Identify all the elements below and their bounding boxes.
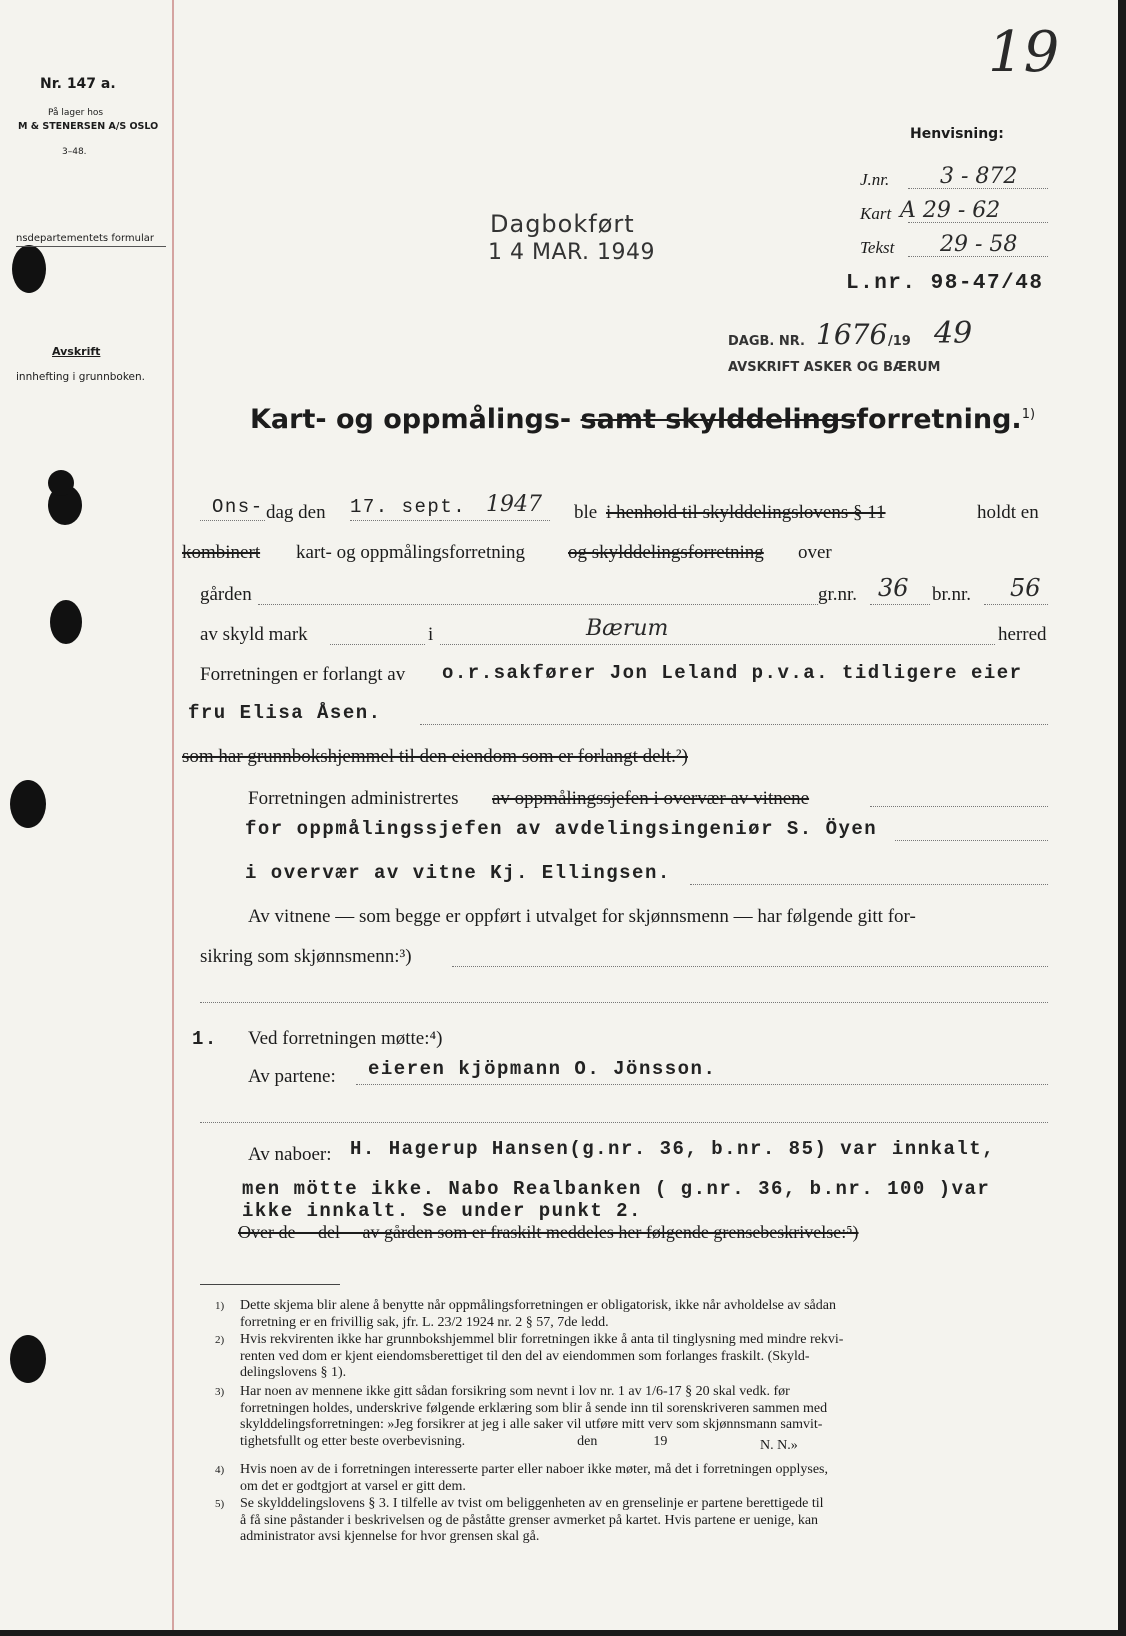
binder-hole: [12, 245, 46, 293]
footnote-line: om det er godtgjort at varsel er gitt dem.: [240, 1478, 466, 1494]
struck-over: Over de del av gården som er fraskilt meddeles her følgende grensebeskrivelse:⁵): [238, 1222, 859, 1242]
naboer-line-1: H. Hagerup Hansen(g.nr. 36, b.nr. 85) var innkalt,: [350, 1138, 996, 1160]
footnote-number: 3): [215, 1386, 225, 1398]
footnote: [240, 1438, 1050, 1455]
footnote: [215, 1462, 1050, 1495]
stamp-dagbokfort: Dagbokført: [490, 210, 635, 238]
footnote-line: tighetsfullt og etter beste overbevisning. den 19: [240, 1433, 668, 1449]
dagb-label: DAGB. NR.: [728, 334, 805, 349]
footnote-line: forretningen holdes, underskrive følgende erklæring som blir å sende inn til sorenskriveren sammen med: [240, 1400, 828, 1416]
binder-hole: [10, 1335, 46, 1383]
dagb-year-prefix: /19: [888, 334, 911, 349]
requester-line1: o.r.sakfører Jon Leland p.v.a. tidligere eier: [442, 662, 1023, 684]
kart-value: A 29 - 62: [900, 198, 1001, 223]
year-typed: 1947: [486, 492, 542, 517]
footnote-rule: [200, 1284, 340, 1285]
copy-label: Avskrift: [52, 345, 101, 358]
dag-den: dag den: [266, 502, 326, 523]
gnr-value: 36: [878, 574, 909, 602]
struck-admin: av oppmålingssjefen i overvær av vitnene: [492, 788, 810, 809]
fill-line: [420, 724, 1048, 725]
weekday-typed: Ons-: [212, 496, 264, 518]
herred-name: Bærum: [586, 616, 669, 641]
naboer-line-3: ikke innkalt. Se under punkt 2.: [242, 1200, 642, 1222]
footnote-line: renten ved dom er kjent eiendomsberettiget til den del av eiendommen som forlanges fraskilt. (Skyld-: [240, 1348, 810, 1364]
footnote-line: Se skylddelingslovens § 3. I tilfelle av tvist om beliggenheten av en grenselinje er partene berettigede til: [240, 1496, 824, 1511]
point-1: 1.: [192, 1028, 218, 1050]
document-title: [250, 404, 1035, 435]
footnote: [215, 1298, 1050, 1331]
footnote-line: N. N.»: [760, 1438, 798, 1453]
fill-line: [350, 520, 440, 521]
fill-line: [870, 604, 930, 605]
fill-line: [200, 1122, 1048, 1123]
footnote-line: administrator avsi kjennelse for hvor grensen skal gå.: [240, 1529, 540, 1544]
footnote-line: Har noen av mennene ikke gitt sådan forsikring som nevnt i lov nr. 1 av 1/6-17 § 20 skal vedk. før: [240, 1384, 790, 1399]
tekst-value: 29 - 58: [940, 232, 1018, 257]
printer-name: M & STENERSEN A/S OSLO: [18, 121, 159, 132]
title-tail: forretning.: [856, 404, 1022, 435]
fill-line: [895, 840, 1048, 841]
fill-line: [356, 1084, 1048, 1085]
kart-label: Kart: [860, 204, 892, 223]
administrertes: Forretningen administrertes: [248, 788, 459, 809]
margin-rule: [172, 0, 174, 1630]
naboer-label: Av naboer:: [248, 1144, 332, 1165]
holdt-en: holdt en: [977, 502, 1039, 523]
footnote-line: delingslovens § 1).: [240, 1365, 347, 1380]
vitnene-line-1: Av vitnene — som begge er oppført i utvalget for skjønnsmenn — har følgende gitt for-: [248, 906, 916, 927]
title-note: 1): [1021, 407, 1036, 422]
form-number: Nr. 147 a.: [40, 76, 116, 92]
fill-line: [690, 884, 1048, 885]
partene-label: Av partene:: [248, 1066, 336, 1087]
fill-line: [984, 604, 1048, 605]
binder-hole: [48, 470, 74, 496]
tekst-label: Tekst: [860, 238, 895, 257]
fill-line: [870, 806, 1048, 807]
fill-line: [440, 644, 995, 645]
fill-line: [452, 966, 1048, 967]
av-skyld: av skyld mark: [200, 624, 308, 645]
footnote-number: 4): [215, 1464, 225, 1476]
herred: herred: [998, 624, 1047, 645]
divider: [16, 246, 166, 247]
bnr-label: br.nr.: [932, 584, 972, 605]
struck-skyld: og skylddelingsforretning: [568, 542, 764, 563]
footnote-line: skylddelingsforretningen: »Jeg forsikrer at jeg i alle saker vil utføre mitt verv som skjønnsmann samvit-: [240, 1417, 823, 1432]
struck-henhold: i henhold til skylddelingslovens § 11: [606, 502, 886, 523]
footnote-line: å få sine påstander i beskrivelsen og de påståtte grenser avmerket på kartet. Hvis partene er uenige, kan: [240, 1512, 819, 1528]
page-number: 19: [988, 20, 1060, 85]
binder-hole: [50, 600, 82, 644]
lnr-value: L.nr. 98-47/48: [846, 272, 1044, 295]
vitnene-line-2: sikring som skjønnsmenn:³): [200, 946, 412, 967]
forlangt: Forretningen er forlangt av: [200, 664, 406, 685]
requester-line2: fru Elisa Åsen.: [188, 702, 382, 724]
fill-line: [330, 644, 425, 645]
footnote-number: 2): [215, 1334, 225, 1346]
title-main: Kart- og oppmålings-: [250, 404, 572, 435]
ble: ble: [574, 502, 598, 523]
print-date: 3–48.: [62, 147, 87, 157]
footnote-number: 1): [215, 1300, 225, 1312]
struck-grunnbok: som har grunnbokshjemmel til den eiendom som er forlangt delt.²): [182, 746, 688, 767]
footnote-line: Hvis noen av de i forretningen interesserte parter eller naboer ikke møter, må det i forretningen opplyses,: [240, 1462, 829, 1477]
footnote-line: forretning er en frivillig sak, jfr. L. 23/2 1924 nr. 2 § 57, 7de ledd.: [240, 1314, 609, 1330]
avskrift-stamp: AVSKRIFT ASKER OG BÆRUM: [728, 360, 941, 375]
partene-typed: eieren kjöpmann O. Jönsson.: [368, 1058, 717, 1080]
title-struck: samt skylddelings: [580, 404, 857, 435]
footnote-line: Dette skjema blir alene å benytte når oppmålingsforretningen er obligatorisk, ikke når avholdelse av sådan: [240, 1298, 836, 1313]
printer-line: På lager hos: [48, 108, 104, 118]
fill-line: [258, 604, 818, 605]
fill-line: [200, 520, 265, 521]
kart-og: kart- og oppmålingsforretning: [296, 542, 526, 563]
over: over: [798, 542, 832, 563]
dagb-number: 1676: [816, 318, 888, 351]
dept-formular: nsdepartementets formular: [16, 233, 154, 244]
fill-line: [440, 520, 550, 521]
jnr-label: J.nr.: [860, 170, 890, 189]
binder-hole: [10, 780, 46, 828]
date-typed: 17. sept.: [350, 496, 467, 518]
footnote: [215, 1332, 1050, 1382]
struck-kombinert: kombinert: [182, 542, 261, 563]
garden: gården: [200, 584, 252, 605]
footnote-line: Hvis rekvirenten ikke har grunnbokshjemmel blir forretningen ikke å anta til tinglysning med mindre rekvi-: [240, 1332, 844, 1347]
reference-heading: Henvisning:: [910, 126, 1004, 142]
admin-typed-1: for oppmålingssjefen av avdelingsingeniør S. Öyen: [245, 818, 878, 840]
i-label: i: [428, 624, 434, 645]
jnr-value: 3 - 872: [940, 164, 1018, 189]
admin-typed-2: i overvær av vitne Kj. Ellingsen.: [245, 862, 671, 884]
naboer-line-2: men mötte ikke. Nabo Realbanken ( g.nr. 36, b.nr. 100 )var: [242, 1178, 991, 1200]
motte: Ved forretningen møtte:⁴): [248, 1028, 443, 1049]
copy-desc: innhefting i grunnboken.: [16, 371, 145, 383]
footnote-number: 5): [215, 1498, 225, 1510]
gnr-label: gr.nr.: [818, 584, 858, 605]
fill-line: [200, 1002, 1048, 1003]
footnote: [215, 1496, 1050, 1546]
stamp-date: 1 4 MAR. 1949: [488, 240, 655, 265]
dagb-year: 49: [934, 316, 973, 351]
bnr-value: 56: [1010, 574, 1041, 602]
